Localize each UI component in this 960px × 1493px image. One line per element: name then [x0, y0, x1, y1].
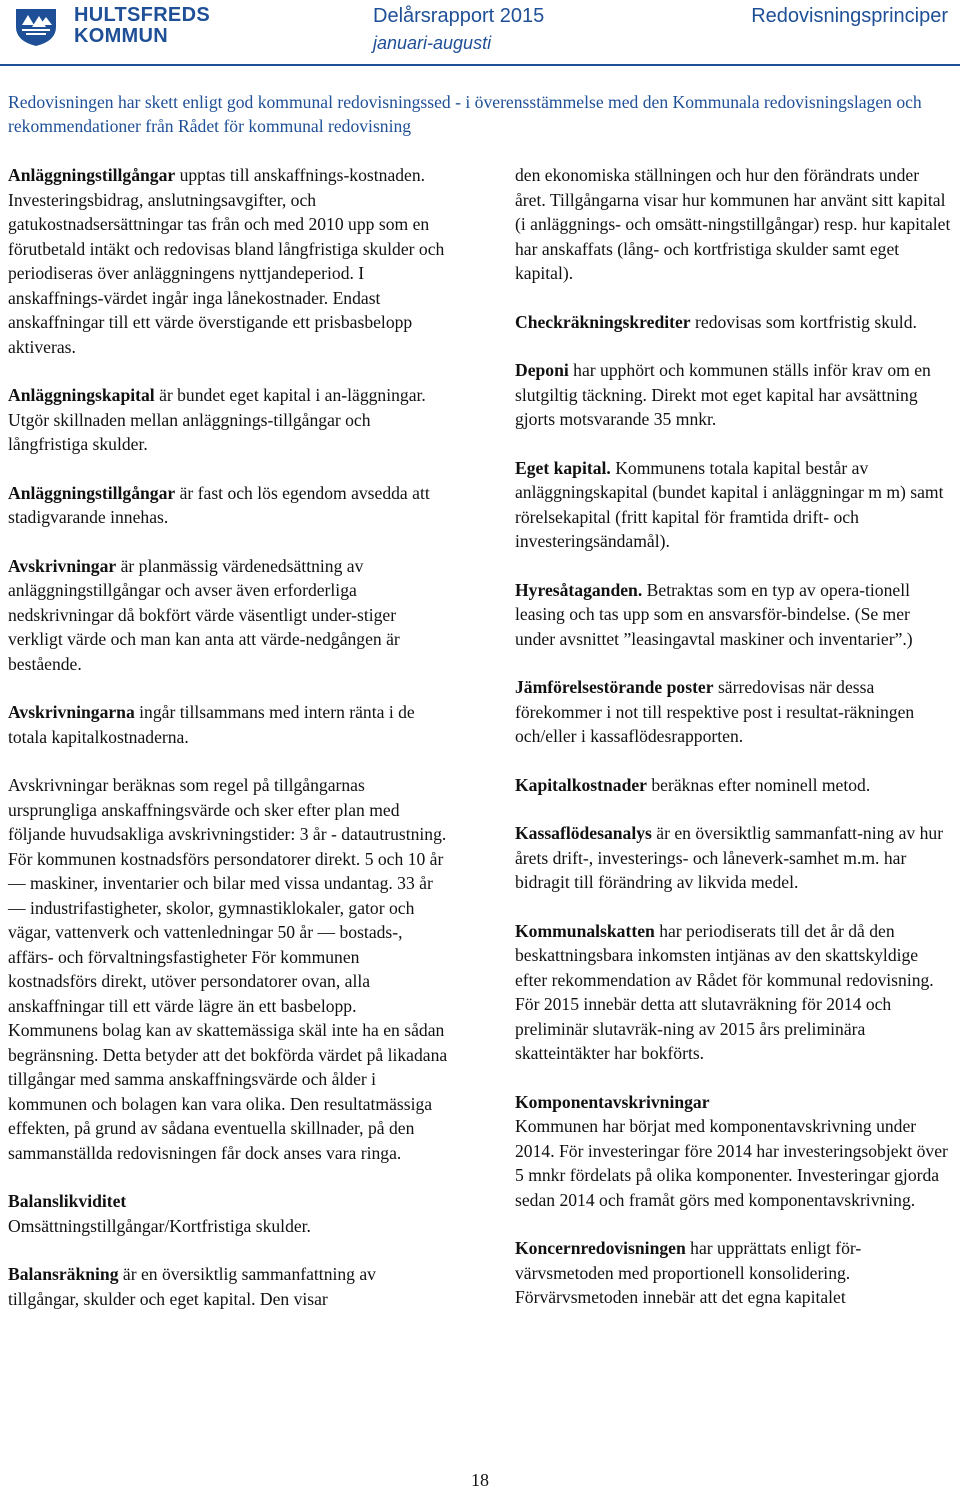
definition-term: Avskrivningar: [8, 555, 117, 576]
definition-paragraph: [8, 383, 448, 457]
definition-paragraph: [515, 919, 953, 1066]
definition-text: är en översiktlig sammanfattning av tillgångar, skulder och eget kapital. Den visar: [8, 1264, 376, 1309]
definition-paragraph: [515, 675, 953, 749]
definition-paragraph: [515, 310, 953, 335]
definition-term: Balanslikviditet: [8, 1191, 127, 1211]
definition-text: Kommunens totala kapital består av anläggningskapital (bundet kapital i anläggningar m m) samt rörelsekapital (fritt kapital för framtida drift- och investeringsändamål).: [515, 457, 944, 551]
definition-term: Kapitalkostnader: [515, 774, 647, 795]
definition-text: ingår tillsammans med intern ränta i de totala kapitalkostnaderna.: [8, 702, 415, 747]
definition-text: upptas till anskaffnings-kostnaden. Investeringsbidrag, anslutningsavgifter, och gatukostnadsersättningar tas från och med 2010 upp som en förutbetald intäkt och redovisas bland långfristiga skulder och periodiseras över anläggningens nyttjandeperiod. I anskaffnings-värdet ingår inga lånekostnader. Endast anskaffningar till ett värde överstigande ett prisbasbelopp aktiveras.: [8, 165, 445, 357]
definition-text: är planmässig värdenedsättning av anläggningstillgångar och avser även erforderliga nedskrivningar då bokfört värde väsentligt under-stiger verkligt värde och man kan anta att värde-nedgången är bestående.: [8, 555, 400, 674]
definition-text: den ekonomiska ställningen och hur den förändrats under året. Tillgångarna visar hur kommunen har använt sitt kapital (i anläggnings- och omsätt-ningstillgångar) resp. hur kapitalet har anskaffats (lång- och kortfristiga skulder samt eget kapital).: [515, 165, 951, 283]
definition-paragraph: [8, 700, 448, 749]
definition-term: Avskrivningarna: [8, 702, 135, 722]
definition-paragraph: [515, 358, 953, 432]
definition-text: har upphört och kommunen ställs inför krav om en slutgiltig täckning. Direkt mot eget kapital har avsättning gjorts motsvarande 35 mnkr.: [515, 360, 931, 429]
report-period: januari-augusti: [373, 33, 492, 53]
definition-term: Koncernredovisningen: [515, 1238, 686, 1258]
definition-paragraph: [515, 1090, 953, 1213]
report-title: Delårsrapport 2015: [373, 5, 545, 27]
definition-term: Hyresåtaganden.: [515, 579, 643, 600]
definition-paragraph: [515, 578, 953, 652]
definition-text: har periodiserats till det år då den beskattningsbara inkomsten intjänas av den skattskyldige efter rekommendation av Rådet för kommunal redovisning. För 2015 innebär detta att slutavräkning för 2014 och preliminär slutavräk-ning av 2015 års preliminära skatteintäkter har bokförts.: [515, 920, 934, 1063]
intro-paragraph: Redovisningen har skett enligt god kommunal redovisningssed - i överensstämmelse med den Kommunala redovisningslagen och rekommendationer från Rådet för kommunal redovisning: [8, 92, 922, 136]
definition-term: Deponi: [515, 360, 569, 380]
definition-paragraph: [515, 163, 953, 286]
definition-paragraph: [515, 1236, 953, 1310]
definition-paragraph: [8, 163, 448, 359]
left-column: [8, 163, 448, 1335]
definition-term: Eget kapital.: [515, 457, 611, 478]
definition-term: Checkräkningskrediter: [515, 311, 691, 332]
definition-text: Avskrivningar beräknas som regel på tillgångarnas ursprungliga anskaffningsvärde och sker efter plan med följande huvudsakliga avskrivningstider: 3 år - datautrustning. För kommunen kostnadsförs persondatorer direkt. 5 och 10 år — maskiner, inventarier och bilar med vissa undantag. 33 år — industrifastigheter, skolor, gymnastiklokaler, gator och vägar, vattenverk och vattenledningar 50 år — bostads-, affärs- och förvaltningsfastigheter För kommunen kostnadsförs direkt, utöver persondatorer ovan, alla anskaffningar till ett värde lägre än ett basbelopp. Kommunens bolag kan av skattemässiga skäl inte ha en sådan begränsning. Detta betyder att det bokförda värdet på likadana tillgångar med samma anskaffningsvärde och ålder i kommunen och bolagen kan vara olika. Den resultatmässiga effekten, på grund av sådana eventuella skillnader, på den sammanställda redovisningen får dock anses vara ringa.: [8, 775, 448, 1163]
right-column: [515, 163, 953, 1334]
municipality-logo: [12, 4, 210, 48]
definition-text: är bundet eget kapital i an-läggningar. Utgör skillnaden mellan anläggnings-tillgångar och långfristiga skulder.: [8, 385, 426, 454]
definition-text: har upprättats enligt för-värvsmetoden med proportionell konsolidering. Förvärvsmetoden innebär att det egna kapitalet: [515, 1238, 862, 1307]
definition-text: redovisas som kortfristig skuld.: [690, 311, 917, 332]
definition-term: Anläggningstillgångar: [8, 482, 176, 503]
definition-paragraph: [8, 1262, 448, 1311]
definition-paragraph: [515, 773, 953, 798]
definition-text: Omsättningstillgångar/Kortfristiga skulder.: [8, 1215, 311, 1236]
definition-paragraph: [515, 821, 953, 895]
definition-text: beräknas efter nominell metod.: [646, 774, 871, 795]
definition-text: särredovisas när dessa förekommer i not till respektive post i resultat-räkningen och/eller i kassaflödesrapporten.: [515, 677, 915, 746]
definition-paragraph: [8, 773, 448, 1165]
definition-text: är en översiktlig sammanfatt-ning av hur årets drift-, investerings- och låneverk-samhet m.m. har bidragit till förändring av likvida medel.: [515, 823, 944, 892]
page-number: 18: [471, 1470, 489, 1490]
definition-term: Jämförelsestörande poster: [515, 677, 714, 697]
org-name-line1: HULTSFREDS: [74, 4, 210, 26]
definition-term: Anläggningskapital: [8, 385, 155, 405]
header-divider: [0, 64, 960, 66]
definition-term: Balansräkning: [8, 1264, 119, 1284]
section-title: Redovisningsprinciper: [751, 5, 948, 27]
definition-term: Anläggningstillgångar: [8, 165, 176, 185]
definition-term: Kommunalskatten: [515, 920, 655, 941]
definition-paragraph: [8, 554, 448, 677]
definition-text: Betraktas som en typ av opera-tionell leasing och tas upp som en ansvarsför-bindelse. (Se mer under avsnittet ”leasingavtal maskiner och inventarier”.): [515, 579, 913, 649]
definition-term: Komponentavskrivningar: [515, 1091, 710, 1112]
org-name-line2: KOMMUN: [74, 25, 169, 47]
definition-paragraph: [8, 481, 448, 530]
definition-paragraph: [515, 456, 953, 554]
definition-term: Kassaflödesanalys: [515, 823, 652, 843]
definition-paragraph: [8, 1189, 448, 1238]
page-header: [0, 0, 960, 66]
definition-text: är fast och lös egendom avsedda att stadigvarande innehas.: [8, 482, 430, 527]
crest-icon: [12, 5, 60, 47]
definition-text: Kommunen har börjat med komponentavskrivning under 2014. För investeringar före 2014 har investeringsobjekt över 5 mnkr fördelats på olika komponenter. Investeringar gjorda sedan 2014 och framåt görs med komponentavskrivning.: [515, 1116, 948, 1210]
